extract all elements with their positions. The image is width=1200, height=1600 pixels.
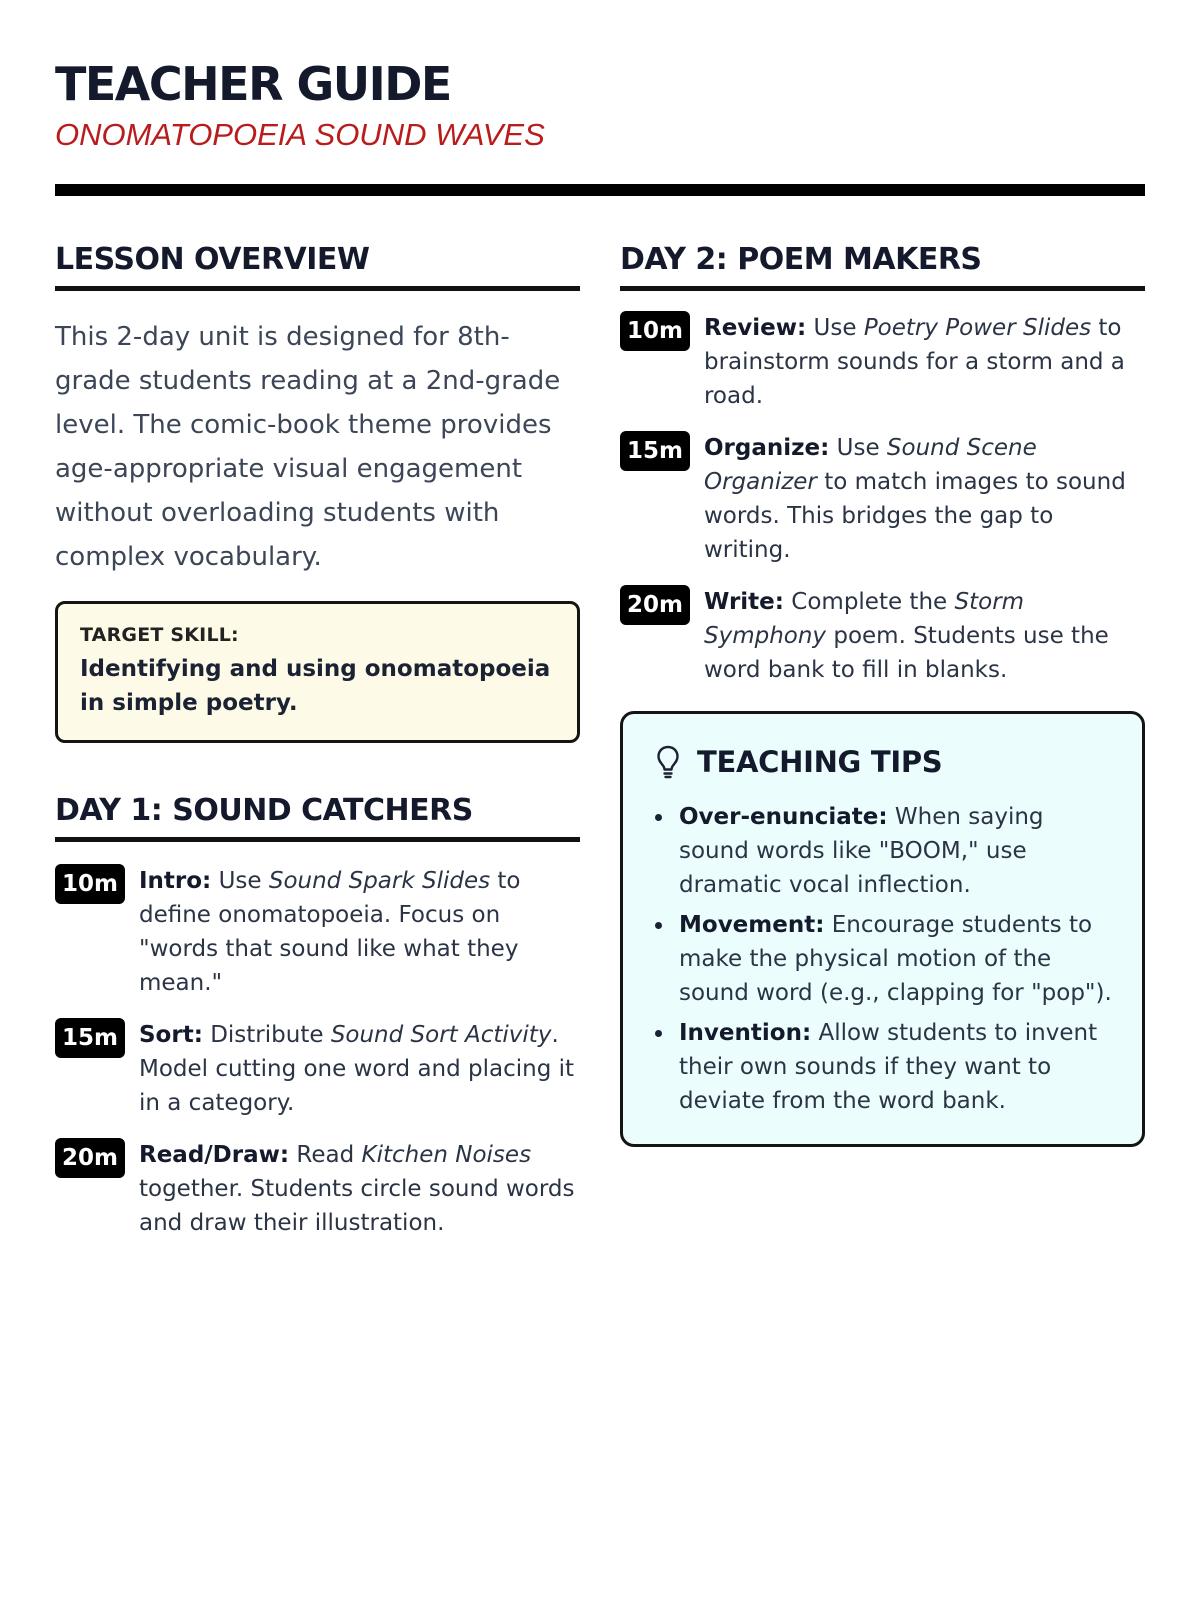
time-badge: 20m (620, 585, 690, 625)
tip-text: When saying sound words like "BOOM," use dramatic vocal inflection. (679, 804, 1044, 898)
teaching-tips-list (655, 800, 1114, 1118)
step-pre: Complete the (783, 589, 955, 615)
day2-heading: DAY 2: POEM MAKERS (620, 240, 1145, 291)
step-label: Review: (703, 315, 807, 341)
step-pre: Use (829, 435, 887, 461)
step-post: to brainstorm sounds for a storm and a road. (703, 315, 1125, 409)
time-badge: 10m (55, 864, 125, 904)
step-label: Sort: (138, 1022, 203, 1048)
teaching-tips-box (620, 711, 1145, 1147)
step-text (704, 311, 1145, 413)
tip-text: Allow students to invent their own sounds if they want to deviate from the word bank. (679, 1020, 1098, 1114)
step-text (139, 864, 580, 1000)
tip-item (655, 800, 1114, 902)
day1-steps (55, 864, 580, 1240)
tip-label: Movement: (679, 912, 825, 938)
step-material: Sound Scene Organizer (703, 435, 1037, 495)
step-text (139, 1018, 580, 1120)
tip-label: Invention: (679, 1020, 812, 1046)
tip-text: Encourage students to make the physical motion of the sound word (e.g., clapping for "pop"). (679, 912, 1112, 1006)
step-text (704, 431, 1145, 567)
step-material: Kitchen Noises (361, 1142, 532, 1168)
page-subtitle: ONOMATOPOEIA SOUND WAVES (55, 117, 545, 152)
step-post: to match images to sound words. This bridges the gap to writing. (703, 469, 1126, 563)
day1-section (55, 791, 580, 1240)
step-post: together. Students circle sound words and draw their illustration. (138, 1176, 575, 1236)
step-post: poem. Students use the word bank to fill in blanks. (703, 623, 1109, 683)
tip-label: Over-enunciate: (679, 804, 888, 830)
step-label: Organize: (703, 435, 830, 461)
day1-step (55, 1138, 580, 1240)
lightbulb-icon (655, 744, 681, 780)
step-pre: Distribute (202, 1022, 331, 1048)
day2-steps (620, 311, 1145, 687)
step-material: Poetry Power Slides (863, 315, 1092, 341)
target-skill-label: TARGET SKILL: (80, 624, 239, 646)
day1-heading: DAY 1: SOUND CATCHERS (55, 791, 580, 842)
day1-step (55, 1018, 580, 1120)
target-skill-box (55, 601, 580, 743)
time-badge: 15m (620, 431, 690, 471)
left-column (55, 240, 580, 1258)
step-material: Sound Sort Activity (330, 1022, 552, 1048)
day2-step (620, 311, 1145, 413)
step-label: Intro: (138, 868, 212, 894)
step-label: Write: (703, 589, 784, 615)
step-post: to define onomatopoeia. Focus on "words that sound like what they mean." (138, 868, 521, 996)
step-pre: Use (211, 868, 269, 894)
tip-item (655, 1016, 1114, 1118)
right-column (620, 240, 1145, 1258)
step-material: Sound Spark Slides (268, 868, 491, 894)
step-post: . Model cutting one word and placing it in a category. (138, 1022, 575, 1116)
lesson-overview-heading: LESSON OVERVIEW (55, 240, 580, 291)
target-skill-text: Identifying and using onomatopoeia in simple poetry. (80, 656, 551, 716)
step-pre: Read (289, 1142, 362, 1168)
day2-step (620, 431, 1145, 567)
step-material: Storm Symphony (703, 589, 1025, 649)
teaching-tips-heading: TEACHING TIPS (697, 745, 943, 779)
time-badge: 10m (620, 311, 690, 351)
time-badge: 15m (55, 1018, 125, 1058)
header-divider (55, 184, 1145, 196)
step-label: Read/Draw: (138, 1142, 290, 1168)
step-text (704, 585, 1145, 687)
step-text (139, 1138, 580, 1240)
time-badge: 20m (55, 1138, 125, 1178)
day1-step (55, 864, 580, 1000)
day2-step (620, 585, 1145, 687)
teaching-tips-header (655, 742, 1114, 782)
content-columns (55, 240, 1145, 1258)
tip-item (655, 908, 1114, 1010)
lesson-overview-text: This 2-day unit is designed for 8th-grade students reading at a 2nd-grade level. The comic-book theme provides age-appropriate visual engagement without overloading students with complex vocabulary. (55, 322, 561, 572)
step-pre: Use (806, 315, 864, 341)
page-title: TEACHER GUIDE (55, 57, 451, 111)
